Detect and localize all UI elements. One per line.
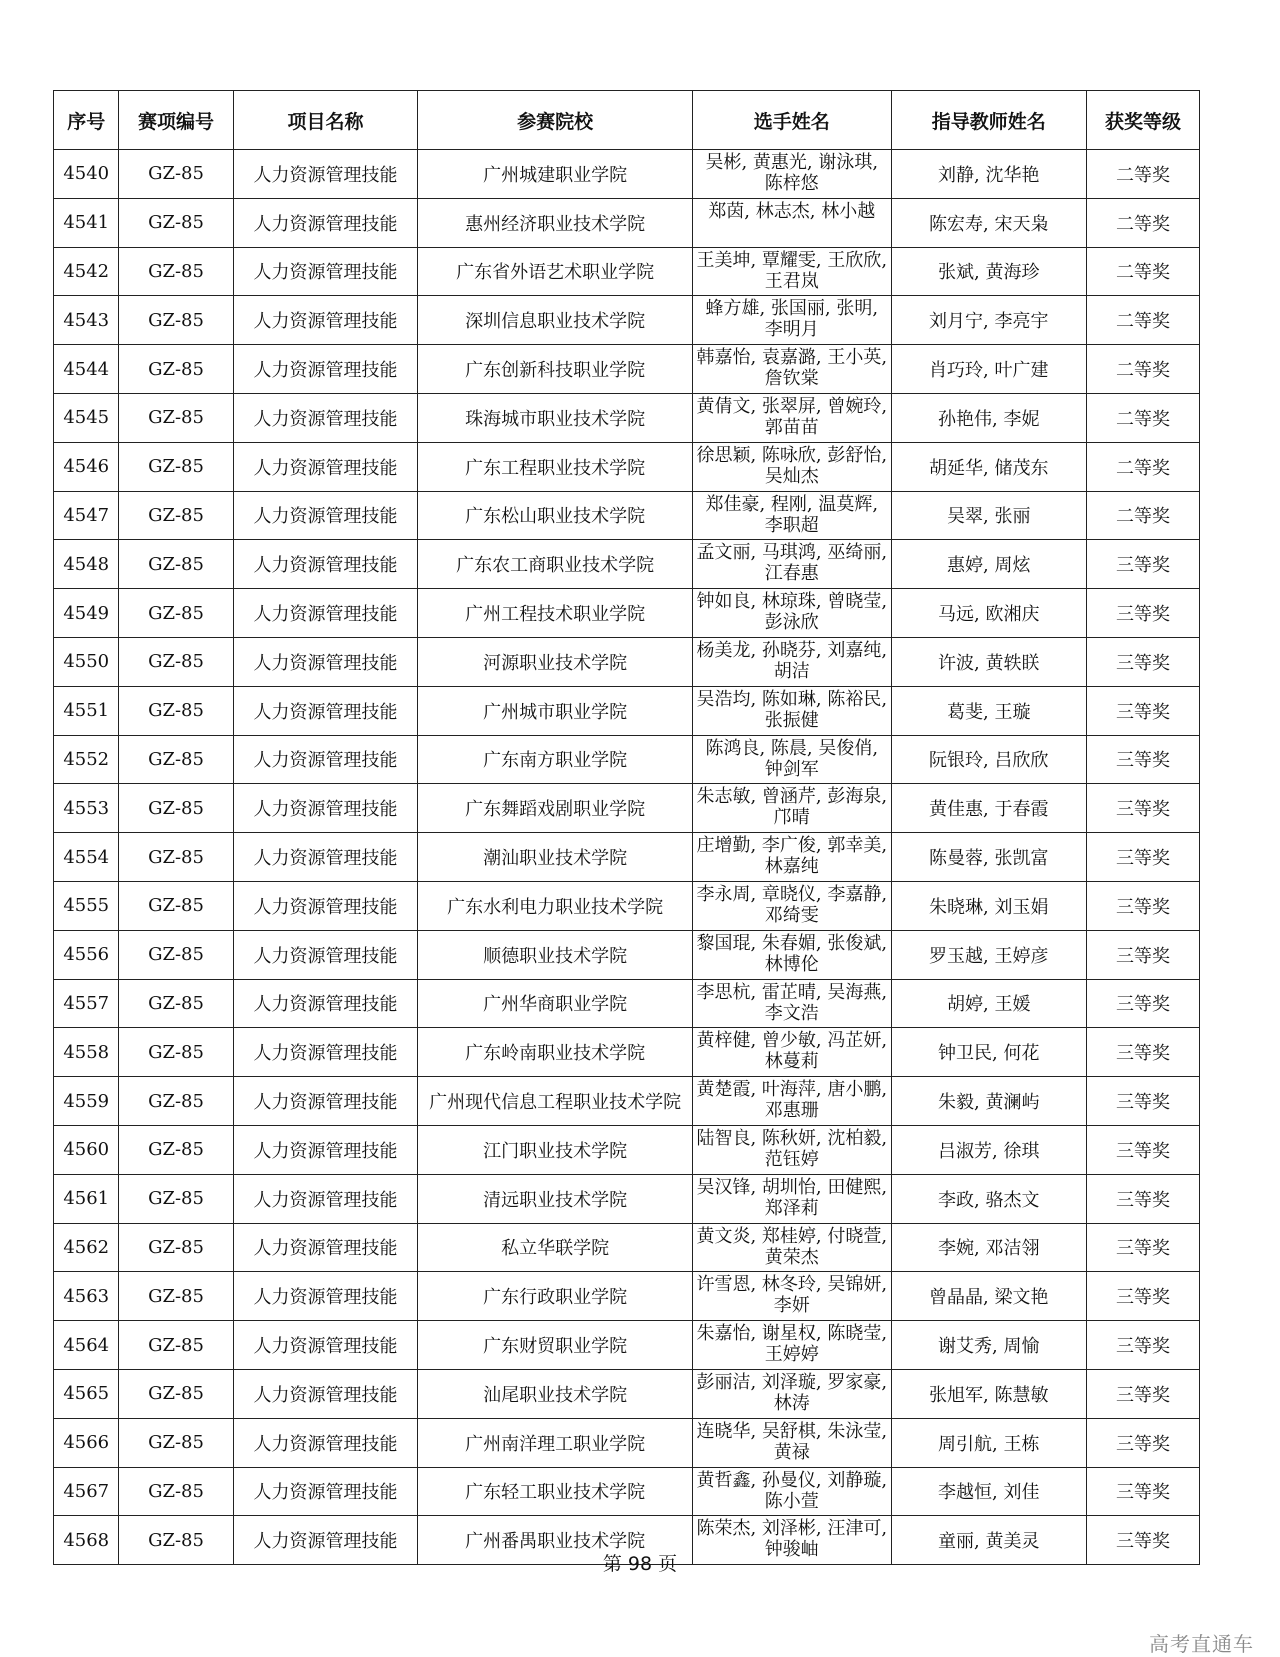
cell-event-code: GZ-85 (119, 150, 233, 199)
table-row (54, 833, 1200, 882)
cell-event-code: GZ-85 (119, 393, 233, 442)
cell-award-level: 二等奖 (1086, 150, 1199, 199)
cell-school: 江门职业技术学院 (418, 1125, 693, 1174)
cell-project-name: 人力资源管理技能 (233, 1125, 418, 1174)
players-text: 黄文炎, 郑桂婷, 付晓萱, 黄荣杰 (696, 1225, 888, 1268)
cell-players (692, 686, 891, 735)
cell-players (692, 930, 891, 979)
cell-project-name: 人力资源管理技能 (233, 1516, 418, 1565)
cell-event-code: GZ-85 (119, 930, 233, 979)
table-row (54, 1223, 1200, 1272)
cell-project-name: 人力资源管理技能 (233, 1028, 418, 1077)
cell-school: 广东省外语艺术职业学院 (418, 247, 693, 296)
cell-project-name: 人力资源管理技能 (233, 686, 418, 735)
cell-index: 4563 (54, 1272, 119, 1321)
cell-advisors: 李越恒, 刘佳 (891, 1467, 1086, 1516)
cell-school: 广东农工商职业技术学院 (418, 540, 693, 589)
cell-project-name: 人力资源管理技能 (233, 1223, 418, 1272)
table-row (54, 1028, 1200, 1077)
cell-project-name: 人力资源管理技能 (233, 345, 418, 394)
cell-award-level: 三等奖 (1086, 930, 1199, 979)
cell-school: 广东行政职业学院 (418, 1272, 693, 1321)
players-text: 郑佳豪, 程刚, 温莫辉, 李职超 (705, 493, 879, 536)
cell-players (692, 1174, 891, 1223)
cell-advisors: 陈宏寿, 宋天枭 (891, 198, 1086, 247)
cell-school: 河源职业技术学院 (418, 637, 693, 686)
cell-advisors: 朱毅, 黄澜屿 (891, 1077, 1086, 1126)
cell-index: 4554 (54, 833, 119, 882)
header-index: 序号 (54, 91, 119, 150)
cell-award-level: 二等奖 (1086, 491, 1199, 540)
cell-advisors: 童丽, 黄美灵 (891, 1516, 1086, 1565)
cell-players (692, 1077, 891, 1126)
cell-players (692, 979, 891, 1028)
cell-index: 4550 (54, 637, 119, 686)
header-project-name: 项目名称 (233, 91, 418, 150)
cell-advisors: 惠婷, 周炫 (891, 540, 1086, 589)
cell-event-code: GZ-85 (119, 833, 233, 882)
cell-players (692, 1321, 891, 1370)
players-text: 李永周, 章晓仪, 李嘉静, 邓绮雯 (696, 883, 888, 926)
cell-advisors: 许波, 黄轶眹 (891, 637, 1086, 686)
header-advisors: 指导教师姓名 (891, 91, 1086, 150)
cell-event-code: GZ-85 (119, 1516, 233, 1565)
cell-index: 4566 (54, 1418, 119, 1467)
cell-event-code: GZ-85 (119, 540, 233, 589)
cell-project-name: 人力资源管理技能 (233, 247, 418, 296)
players-text: 许雪恩, 林冬玲, 吴锦妍, 李妍 (696, 1274, 888, 1317)
cell-players (692, 833, 891, 882)
table-row (54, 345, 1200, 394)
cell-advisors: 胡延华, 储茂东 (891, 442, 1086, 491)
cell-project-name: 人力资源管理技能 (233, 393, 418, 442)
cell-award-level: 三等奖 (1086, 1125, 1199, 1174)
players-text: 陆智良, 陈秋妍, 沈柏毅, 范钰婷 (696, 1127, 888, 1170)
cell-players (692, 247, 891, 296)
cell-players (692, 1223, 891, 1272)
cell-advisors: 阮银玲, 吕欣欣 (891, 735, 1086, 784)
cell-event-code: GZ-85 (119, 637, 233, 686)
cell-event-code: GZ-85 (119, 247, 233, 296)
cell-advisors: 谢艾秀, 周愉 (891, 1321, 1086, 1370)
cell-project-name: 人力资源管理技能 (233, 784, 418, 833)
cell-index: 4557 (54, 979, 119, 1028)
table-row (54, 1369, 1200, 1418)
cell-award-level: 二等奖 (1086, 296, 1199, 345)
cell-event-code: GZ-85 (119, 1369, 233, 1418)
cell-advisors: 张旭军, 陈慧敏 (891, 1369, 1086, 1418)
cell-event-code: GZ-85 (119, 589, 233, 638)
cell-award-level: 三等奖 (1086, 1174, 1199, 1223)
players-text: 吴彬, 黄惠光, 谢泳琪, 陈梓悠 (705, 152, 879, 194)
header-players: 选手姓名 (692, 91, 891, 150)
page-number: 第 98 页 (602, 1553, 678, 1575)
cell-index: 4567 (54, 1467, 119, 1516)
cell-players (692, 637, 891, 686)
players-text: 钟如良, 林琼珠, 曾晓莹, 彭泳欣 (696, 591, 888, 634)
cell-event-code: GZ-85 (119, 1077, 233, 1126)
cell-project-name: 人力资源管理技能 (233, 1077, 418, 1126)
cell-award-level: 三等奖 (1086, 833, 1199, 882)
cell-award-level: 三等奖 (1086, 1272, 1199, 1321)
cell-school: 惠州经济职业技术学院 (418, 198, 693, 247)
cell-project-name: 人力资源管理技能 (233, 150, 418, 199)
cell-index: 4562 (54, 1223, 119, 1272)
players-text: 吴浩均, 陈如琳, 陈裕民, 张振健 (696, 688, 888, 731)
watermark: 高考直通车 (1149, 1632, 1254, 1656)
cell-players (692, 1125, 891, 1174)
cell-school: 广东舞蹈戏剧职业学院 (418, 784, 693, 833)
players-text: 蜂方雄, 张国丽, 张明, 李明月 (705, 298, 879, 341)
cell-players (692, 881, 891, 930)
players-text: 王美坤, 覃耀雯, 王欣欣, 王君岚 (696, 249, 888, 292)
cell-event-code: GZ-85 (119, 1028, 233, 1077)
cell-index: 4548 (54, 540, 119, 589)
cell-school: 广东水利电力职业技术学院 (418, 881, 693, 930)
cell-event-code: GZ-85 (119, 345, 233, 394)
cell-event-code: GZ-85 (119, 881, 233, 930)
table-row (54, 1174, 1200, 1223)
table-row (54, 1467, 1200, 1516)
cell-index: 4543 (54, 296, 119, 345)
header-award-level: 获奖等级 (1086, 91, 1199, 150)
cell-advisors: 陈曼蓉, 张凯富 (891, 833, 1086, 882)
cell-award-level: 三等奖 (1086, 686, 1199, 735)
cell-award-level: 三等奖 (1086, 540, 1199, 589)
table-row (54, 540, 1200, 589)
cell-players (692, 150, 891, 199)
cell-players (692, 491, 891, 540)
cell-award-level: 三等奖 (1086, 1369, 1199, 1418)
cell-index: 4556 (54, 930, 119, 979)
table-row (54, 686, 1200, 735)
cell-index: 4542 (54, 247, 119, 296)
cell-project-name: 人力资源管理技能 (233, 442, 418, 491)
cell-event-code: GZ-85 (119, 1174, 233, 1223)
cell-index: 4564 (54, 1321, 119, 1370)
cell-players (692, 1272, 891, 1321)
table-row (54, 1418, 1200, 1467)
cell-project-name: 人力资源管理技能 (233, 637, 418, 686)
cell-players (692, 296, 891, 345)
cell-school: 广东创新科技职业学院 (418, 345, 693, 394)
table-row (54, 442, 1200, 491)
cell-advisors: 吴翠, 张丽 (891, 491, 1086, 540)
cell-advisors: 刘静, 沈华艳 (891, 150, 1086, 199)
cell-advisors: 刘月宁, 李亮宇 (891, 296, 1086, 345)
cell-project-name: 人力资源管理技能 (233, 296, 418, 345)
cell-players (692, 784, 891, 833)
cell-index: 4560 (54, 1125, 119, 1174)
cell-index: 4541 (54, 198, 119, 247)
cell-players (692, 540, 891, 589)
players-text: 黄哲鑫, 孙曼仪, 刘静璇, 陈小萱 (696, 1469, 888, 1512)
table-row (54, 1321, 1200, 1370)
table-row (54, 881, 1200, 930)
cell-event-code: GZ-85 (119, 1467, 233, 1516)
cell-event-code: GZ-85 (119, 979, 233, 1028)
cell-index: 4565 (54, 1369, 119, 1418)
table-row (54, 296, 1200, 345)
players-text: 李思杭, 雷芷晴, 吴海燕, 李文浩 (696, 981, 888, 1024)
cell-index: 4551 (54, 686, 119, 735)
players-text: 黄倩文, 张翠屏, 曾婉玲, 郭苗苗 (696, 395, 888, 438)
table-row (54, 247, 1200, 296)
players-text: 黄楚霞, 叶海萍, 唐小鹏, 邓惠珊 (696, 1079, 888, 1122)
table-row (54, 784, 1200, 833)
table-row (54, 150, 1200, 199)
cell-event-code: GZ-85 (119, 1418, 233, 1467)
cell-award-level: 二等奖 (1086, 393, 1199, 442)
cell-project-name: 人力资源管理技能 (233, 930, 418, 979)
cell-project-name: 人力资源管理技能 (233, 1272, 418, 1321)
table-row (54, 637, 1200, 686)
players-text: 陈鸿良, 陈晨, 吴俊俏, 钟剑军 (705, 737, 879, 780)
players-text: 朱嘉怡, 谢星权, 陈晓莹, 王婷婷 (696, 1323, 888, 1366)
cell-index: 4555 (54, 881, 119, 930)
table-row (54, 198, 1200, 247)
cell-advisors: 钟卫民, 何花 (891, 1028, 1086, 1077)
table-row (54, 589, 1200, 638)
cell-players (692, 589, 891, 638)
cell-project-name: 人力资源管理技能 (233, 1369, 418, 1418)
cell-school: 广州番禺职业技术学院 (418, 1516, 693, 1565)
cell-event-code: GZ-85 (119, 198, 233, 247)
cell-event-code: GZ-85 (119, 1321, 233, 1370)
cell-advisors: 李政, 骆杰文 (891, 1174, 1086, 1223)
cell-players (692, 1418, 891, 1467)
players-text: 连晓华, 吴舒棋, 朱泳莹, 黄禄 (696, 1420, 888, 1463)
cell-index: 4546 (54, 442, 119, 491)
cell-school: 广州现代信息工程职业技术学院 (418, 1077, 693, 1126)
cell-project-name: 人力资源管理技能 (233, 1418, 418, 1467)
cell-school: 深圳信息职业技术学院 (418, 296, 693, 345)
cell-players (692, 393, 891, 442)
cell-advisors: 周引航, 王栋 (891, 1418, 1086, 1467)
players-text: 朱志敏, 曾涵芹, 彭海泉, 邝晴 (696, 786, 888, 829)
cell-index: 4540 (54, 150, 119, 199)
table-row (54, 930, 1200, 979)
table-row (54, 1125, 1200, 1174)
cell-award-level: 二等奖 (1086, 247, 1199, 296)
cell-school: 广东财贸职业学院 (418, 1321, 693, 1370)
cell-index: 4549 (54, 589, 119, 638)
cell-award-level: 三等奖 (1086, 881, 1199, 930)
cell-project-name: 人力资源管理技能 (233, 540, 418, 589)
cell-award-level: 三等奖 (1086, 1321, 1199, 1370)
cell-project-name: 人力资源管理技能 (233, 881, 418, 930)
header-event-code: 赛项编号 (119, 91, 233, 150)
players-text: 彭丽洁, 刘泽璇, 罗家豪, 林涛 (696, 1371, 888, 1414)
cell-project-name: 人力资源管理技能 (233, 589, 418, 638)
cell-project-name: 人力资源管理技能 (233, 1321, 418, 1370)
cell-event-code: GZ-85 (119, 686, 233, 735)
cell-school: 广东南方职业学院 (418, 735, 693, 784)
cell-project-name: 人力资源管理技能 (233, 491, 418, 540)
cell-school: 广州工程技术职业学院 (418, 589, 693, 638)
cell-index: 4545 (54, 393, 119, 442)
cell-advisors: 马远, 欧湘庆 (891, 589, 1086, 638)
players-text: 郑茵, 林志杰, 林小越 (708, 200, 876, 222)
cell-event-code: GZ-85 (119, 296, 233, 345)
cell-award-level: 三等奖 (1086, 1418, 1199, 1467)
cell-index: 4544 (54, 345, 119, 394)
cell-event-code: GZ-85 (119, 1272, 233, 1321)
cell-project-name: 人力资源管理技能 (233, 1174, 418, 1223)
cell-advisors: 李婉, 邓洁翎 (891, 1223, 1086, 1272)
cell-event-code: GZ-85 (119, 1223, 233, 1272)
cell-project-name: 人力资源管理技能 (233, 198, 418, 247)
players-text: 黄梓健, 曾少敏, 冯芷妍, 林蔓莉 (696, 1030, 888, 1073)
players-text: 孟文丽, 马琪鸿, 巫绮丽, 江春惠 (696, 542, 888, 585)
cell-school: 广州华商职业学院 (418, 979, 693, 1028)
cell-event-code: GZ-85 (119, 491, 233, 540)
cell-index: 4561 (54, 1174, 119, 1223)
cell-event-code: GZ-85 (119, 442, 233, 491)
cell-advisors: 胡婷, 王媛 (891, 979, 1086, 1028)
cell-school: 广东岭南职业技术学院 (418, 1028, 693, 1077)
cell-advisors: 罗玉越, 王婷彦 (891, 930, 1086, 979)
cell-players (692, 1467, 891, 1516)
cell-project-name: 人力资源管理技能 (233, 1467, 418, 1516)
cell-award-level: 三等奖 (1086, 979, 1199, 1028)
table-row (54, 393, 1200, 442)
cell-index: 4547 (54, 491, 119, 540)
cell-award-level: 二等奖 (1086, 442, 1199, 491)
cell-school: 广东轻工职业技术学院 (418, 1467, 693, 1516)
cell-advisors: 张斌, 黄海珍 (891, 247, 1086, 296)
cell-advisors: 黄佳惠, 于春霞 (891, 784, 1086, 833)
cell-school: 汕尾职业技术学院 (418, 1369, 693, 1418)
cell-advisors: 朱晓琳, 刘玉娟 (891, 881, 1086, 930)
cell-project-name: 人力资源管理技能 (233, 735, 418, 784)
cell-players (692, 345, 891, 394)
cell-advisors: 孙艳伟, 李妮 (891, 393, 1086, 442)
cell-index: 4559 (54, 1077, 119, 1126)
table-row (54, 491, 1200, 540)
cell-players (692, 735, 891, 784)
cell-players (692, 1369, 891, 1418)
cell-award-level: 三等奖 (1086, 1077, 1199, 1126)
cell-event-code: GZ-85 (119, 735, 233, 784)
cell-index: 4568 (54, 1516, 119, 1565)
cell-advisors: 曾晶晶, 梁文艳 (891, 1272, 1086, 1321)
cell-award-level: 三等奖 (1086, 735, 1199, 784)
cell-school: 广州南洋理工职业学院 (418, 1418, 693, 1467)
players-text: 黎国琨, 朱春媚, 张俊斌, 林博伦 (696, 932, 888, 975)
cell-school: 广州城市职业学院 (418, 686, 693, 735)
cell-project-name: 人力资源管理技能 (233, 833, 418, 882)
cell-index: 4553 (54, 784, 119, 833)
cell-index: 4558 (54, 1028, 119, 1077)
cell-award-level: 三等奖 (1086, 1028, 1199, 1077)
table-header-row (54, 91, 1200, 150)
cell-award-level: 二等奖 (1086, 198, 1199, 247)
cell-award-level: 二等奖 (1086, 345, 1199, 394)
cell-advisors: 肖巧玲, 叶广建 (891, 345, 1086, 394)
cell-award-level: 三等奖 (1086, 784, 1199, 833)
cell-players (692, 1028, 891, 1077)
cell-players (692, 442, 891, 491)
cell-award-level: 三等奖 (1086, 637, 1199, 686)
cell-advisors: 吕淑芳, 徐琪 (891, 1125, 1086, 1174)
awards-table (53, 90, 1200, 1565)
cell-event-code: GZ-85 (119, 784, 233, 833)
cell-players (692, 198, 891, 247)
cell-school: 珠海城市职业技术学院 (418, 393, 693, 442)
cell-school: 广东工程职业技术学院 (418, 442, 693, 491)
cell-school: 顺德职业技术学院 (418, 930, 693, 979)
cell-award-level: 三等奖 (1086, 1223, 1199, 1272)
cell-school: 私立华联学院 (418, 1223, 693, 1272)
cell-school: 潮汕职业技术学院 (418, 833, 693, 882)
players-text: 韩嘉怡, 袁嘉潞, 王小英, 詹钦棠 (696, 347, 888, 390)
players-text: 杨美龙, 孙晓芬, 刘嘉纯, 胡洁 (696, 639, 888, 682)
players-text: 陈荣杰, 刘泽彬, 汪津可, 钟骏岫 (696, 1518, 888, 1561)
cell-school: 广东松山职业技术学院 (418, 491, 693, 540)
cell-index: 4552 (54, 735, 119, 784)
players-text: 庄增勤, 李广俊, 郭幸美, 林嘉纯 (696, 835, 888, 878)
table-row (54, 735, 1200, 784)
players-text: 徐思颖, 陈咏欣, 彭舒怡, 吴灿杰 (696, 444, 888, 487)
cell-event-code: GZ-85 (119, 1125, 233, 1174)
cell-school: 清远职业技术学院 (418, 1174, 693, 1223)
table-row (54, 979, 1200, 1028)
cell-award-level: 三等奖 (1086, 589, 1199, 638)
table-row (54, 1077, 1200, 1126)
cell-school: 广州城建职业学院 (418, 150, 693, 199)
cell-award-level: 三等奖 (1086, 1467, 1199, 1516)
table-row (54, 1272, 1200, 1321)
cell-advisors: 葛斐, 王璇 (891, 686, 1086, 735)
players-text: 吴汉锋, 胡圳怡, 田健熙, 郑泽莉 (696, 1176, 888, 1219)
cell-project-name: 人力资源管理技能 (233, 979, 418, 1028)
header-school: 参赛院校 (418, 91, 693, 150)
cell-award-level: 三等奖 (1086, 1516, 1199, 1565)
